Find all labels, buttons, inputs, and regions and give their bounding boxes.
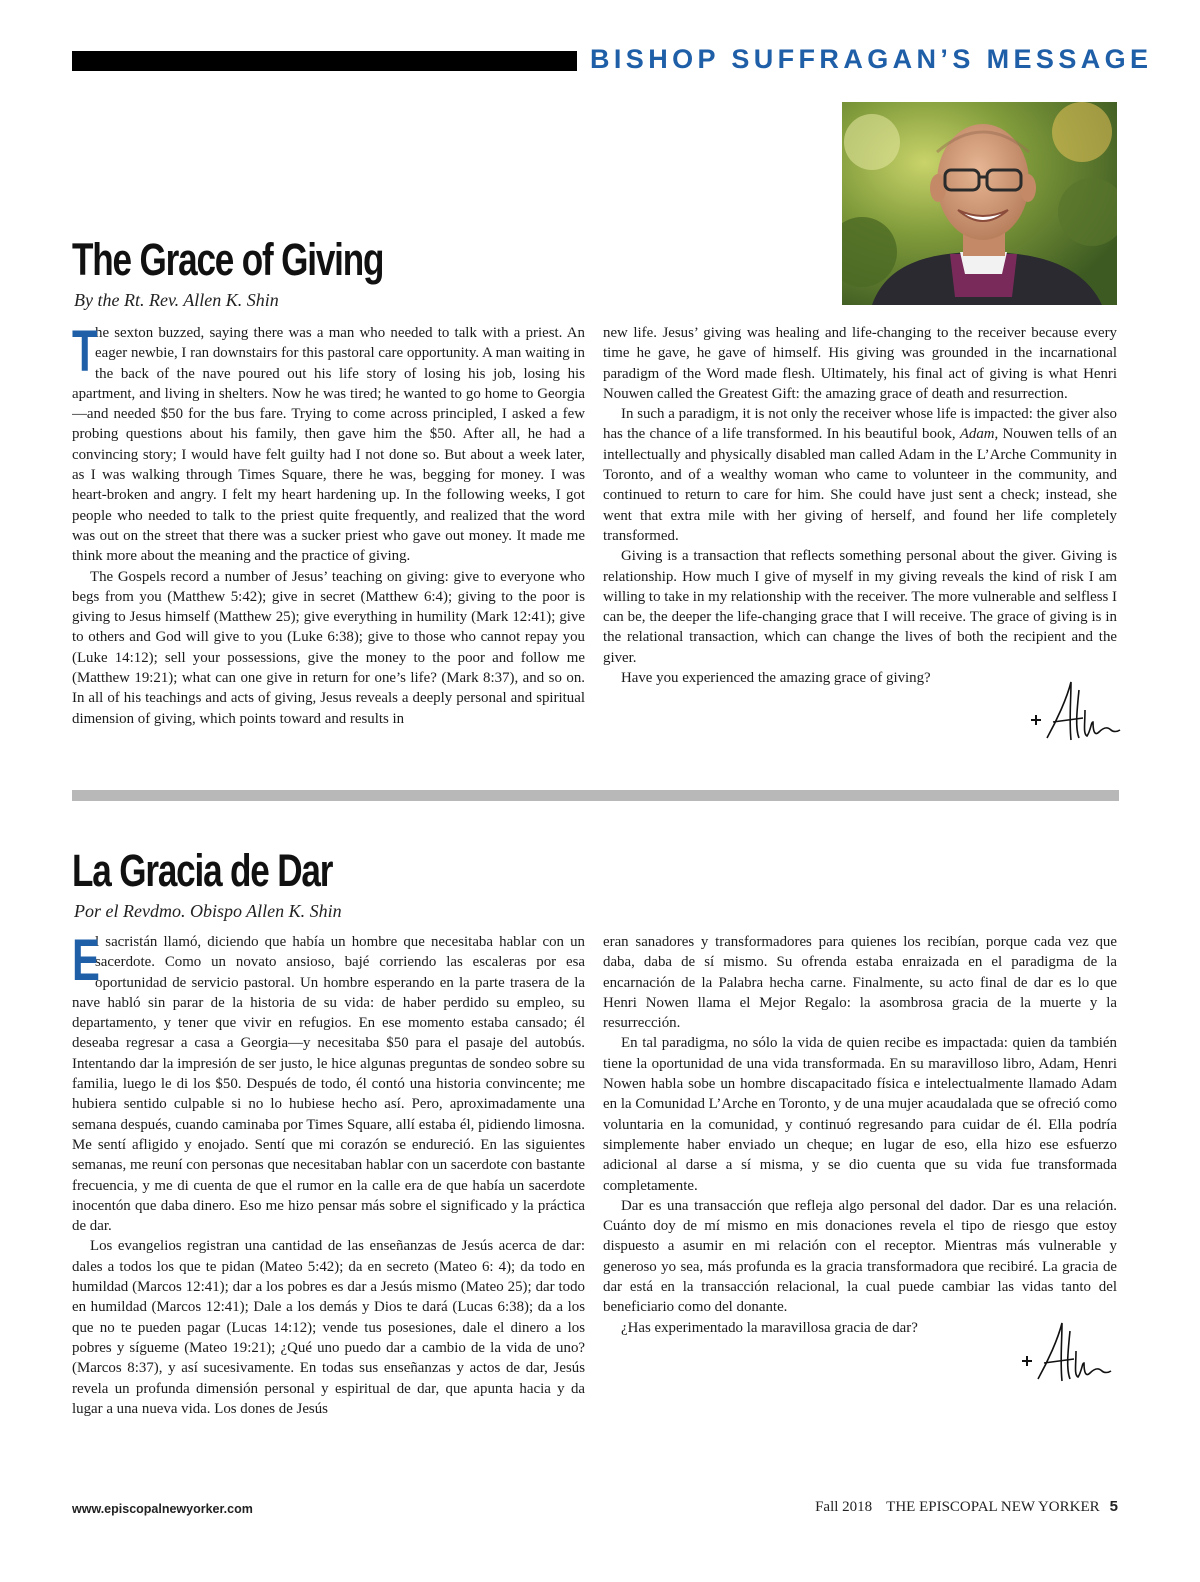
spanish-paragraph-4: En tal paradigma, no sólo la vida de quien recibe es impactada: quien da también tiene la oportunidad de una vida transformada. En su maravilloso libro, Adam, Henri Nowen habla sobe un hombre discapacitado física e intelectualmente llamado Adam en la Comunidad L’Arche en Toronto, y de una mujer acaudalada que se ofreció como voluntaria en la comunidad, y continuó regresando para cuidar de él. Ella podría simplemente haber enviado un cheque; en lugar de eso, ella hizo ese esfuerzo adicional al darse a sí misma, y se dio cuenta que su vida fue transformada completamente. bbox=[603, 1035, 1117, 1194]
english-paragraph-3: new life. Jesus’ giving was healing and life-changing to the receiver because every time he gave, he gave of himself. His giving was grounded in the incarnational paradigm of the Word made flesh. Ultimately, his final act of giving is what Henri Nouwen called the Greatest Gift: the amazing grace of death and resurrection. bbox=[603, 325, 1117, 402]
english-byline: By the Rt. Rev. Allen K. Shin bbox=[74, 290, 279, 310]
footer-publication-info bbox=[815, 1498, 1118, 1516]
section-divider-rule bbox=[72, 790, 1119, 801]
header-black-rule bbox=[72, 51, 577, 71]
english-paragraph-4 bbox=[603, 404, 1117, 546]
signature-spanish bbox=[1018, 1321, 1113, 1385]
english-paragraph-2: The Gospels record a number of Jesus’ teaching on giving: give to everyone who begs from you (Matthew 5:42); give in secret (Matthew 6:4); giving to the poor is giving to Jesus himself (Matthew 25); give everything in humility (Mark 12:41); give to others and God will give to you (Luke 6:38); give to those who cannot repay you (Luke 14:12); sell your possessions, give the money to the poor and follow me (Matthew 19:21); what can one give in return for one’s life? (Mark 8:37), and so on. In all of his teachings and acts of giving, Jesus reveals a deeply personal and spiritual dimension of giving, which points toward and results in bbox=[72, 568, 585, 727]
footer-issue: Fall 2018 bbox=[815, 1499, 873, 1515]
english-dropcap: T bbox=[72, 323, 98, 384]
spanish-article-title: La Gracia de Dar bbox=[72, 845, 333, 896]
english-paragraph-1 bbox=[72, 323, 585, 567]
spanish-byline: Por el Revdmo. Obispo Allen K. Shin bbox=[74, 901, 342, 921]
spanish-paragraph-1-text: l sacristán llamó, diciendo que había un hombre que necesitaba hablar con un sacerdote. Como un novato ansioso, bajé corriendo las escaleras por esa oportunidad de servicio pastoral. Un hombre esperando en la parte trasera de la nave habló sin parar de la historia de su vida: de haber perdido su empleo, su departamento, y tener que vivir en refugios. En ese momento estaba cansado; él deseaba regresar a casa a Georgia—y necesitaba $50 para el pasaje del autobús. Intentando dar la impresión de ser justo, le hice algunas preguntas de sondeo sobre su familia, luego le di los $50. Después de todo, él contó una historia convincente; me hubiera sentido culpable si no lo hubiese hecho así. Pero, aproximadamente una semana después, cuando caminaba por Times Square, allí estaba él, pidiendo limosna. Me sentí afligido y enojado. Sentí que mi corazón se endureció. En las siguientes semanas, me reuní con personas que necesitaban hablar con un sacerdote con bastante frecuencia, y me di cuenta de que el rumor en la calle era de que había un sacerdote inocentón que daba dinero. Eso me hizo pensar más sobre el significado y la práctica de dar. bbox=[72, 934, 585, 1235]
spanish-paragraph-2: Los evangelios registran una cantidad de las enseñanzas de Jesús acerca de dar: dales a todos los que te pidan (Mateo 5:42); da en secreto (Mateo 6: 4); da todo en humildad (Marcos 12:41); dar a los pobres es dar a Jesús mismo (Mateo 25); dar todo en humildad (Marcos 12:41); Dale a los demás y Dios te dará (Lucas 6:38); da a los que no te pueden pagar (Lucas 14:12); vende tus posesiones, dale el dinero a los pobres y sígueme (Mateo 19:21); ¿Qué uno puedo dar a cambio de la vida de uno? (Marcos 8:37), y así sucesivamente. En todas sus enseñanzas y actos de dar, Jesús revela un profunda dimensión personal y espiritual de dar, que apunta hacia y da lugar a una nueva vida. Los dones de Jesús bbox=[72, 1238, 585, 1417]
english-article-title: The Grace of Giving bbox=[72, 234, 384, 285]
signature-english bbox=[1027, 680, 1122, 744]
footer-page-number: 5 bbox=[1109, 1498, 1118, 1515]
book-title-adam: Adam, bbox=[959, 426, 999, 443]
english-paragraph-1-text: he sexton buzzed, saying there was a man who needed to talk with a priest. An eager newbie, I ran downstairs for this pastoral care opportunity. A man waiting in the back of the nave poured out his life story of losing his job, losing his apartment, and living in shelters. Now he was tired; he wanted to go home to Georgia—and needed $50 for the bus fare. Trying to come across principled, I asked a few probing questions about his family, then gave him the $50. After all, he had a convincing story; I would have felt guilty had I not done so. But about a week later, as I was walking through Times Square, there he was, begging for money. I was heart-broken and angry. I felt my heart hardening up. In the following weeks, I got people who needed to talk to the priest quite frequently, and realized that the word was out on the street that there was a sucker priest who gave out money. It made me think more about the meaning and the practice of giving. bbox=[72, 325, 585, 565]
spanish-dropcap: E bbox=[72, 932, 100, 993]
spanish-paragraph-3: eran sanadores y transformadores para quienes los recibían, porque cada vez que daba, daba de sí mismo. Su ofrenda estaba enraizada en el paradigma de la encarnación de la Palabra hecha carne. Finalmente, su acto final de dar es lo que Henri Nowen llama el Mejor Regalo: la asombrosa gracia de la muerte y la resurrección. bbox=[603, 934, 1117, 1032]
english-column-left bbox=[72, 323, 585, 753]
footer-publication-name: THE EPISCOPAL NEW YORKER bbox=[886, 1499, 1100, 1515]
spanish-column-right bbox=[603, 932, 1117, 1342]
spanish-column-left bbox=[72, 932, 585, 1422]
english-paragraph-4-b: Nouwen tells of an intellectually and physically disabled man called Adam in the L’Arche Community in Toronto, and of a wealthy woman who came to volunteer in the community, and continued to return to care for him. She could have just sent a check; instead, she went that extra mile with her giving of herself, and found her life completely transformed. bbox=[603, 426, 1117, 544]
english-column-right bbox=[603, 323, 1117, 713]
section-label: BISHOP SUFFRAGAN’S MESSAGE bbox=[590, 44, 1153, 74]
bishop-portrait-photo bbox=[842, 102, 1117, 305]
spanish-paragraph-6: ¿Has experimentado la maravillosa gracia de dar? bbox=[621, 1319, 918, 1336]
footer-website-url: www.episcopalnewyorker.com bbox=[72, 1502, 253, 1516]
spanish-paragraph-1 bbox=[72, 932, 585, 1236]
english-paragraph-4-a: In such a paradigm, it is not only the receiver whose life is impacted: the giver also has the chance of a life transformed. In his beautiful book, bbox=[603, 406, 1117, 443]
spanish-paragraph-5: Dar es una transacción que refleja algo personal del dador. Dar es una relación. Cuánto doy de mí mismo en mis donaciones revela el tipo de riesgo que estoy dispuesto a asumir en mi relación con el receptor. Mientras más vulnerable y generoso yo sea, más profunda es la gracia transformadora que recibiré. La gracia de dar está en la transacción relacional, la cual puede cambiar las vidas tanto del beneficiario como del donante. bbox=[603, 1197, 1117, 1316]
english-paragraph-6: Have you experienced the amazing grace of giving? bbox=[621, 670, 931, 687]
english-paragraph-5: Giving is a transaction that reflects something personal about the giver. Giving is relationship. How much I give of myself in my giving reveals the kind of risk I am willing to take in my relationship with the receiver. The more vulnerable and selfless I can be, the deeper the life-changing grace that I will receive. The grace of giving is in the relational transaction, which can change the lives of both the recipient and the giver. bbox=[603, 548, 1117, 666]
